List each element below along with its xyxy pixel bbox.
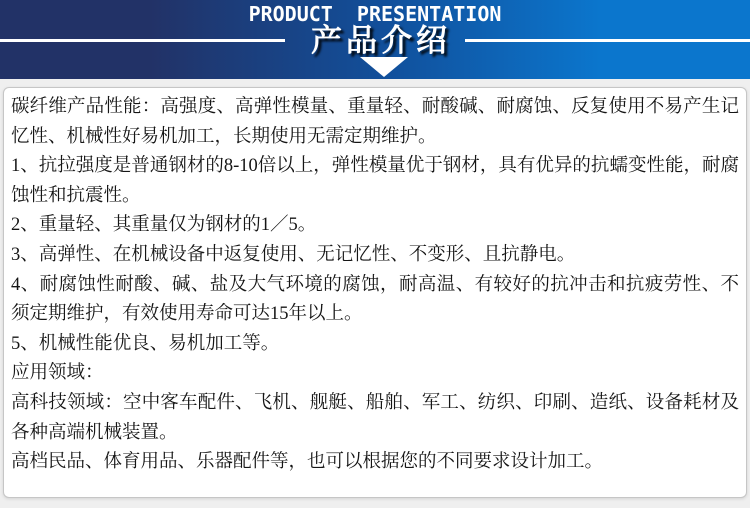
down-arrow-icon	[360, 57, 408, 77]
paragraph: 碳纤维产品性能：高强度、高弹性模量、重量轻、耐酸碱、耐腐蚀、反复使用不易产生记忆性、机械性好易机加工，长期使用无需定期维护。	[11, 97, 739, 147]
header-banner	[0, 0, 750, 79]
header-title-chinese: 产品介绍	[311, 23, 451, 58]
paragraph: 高科技领域：空中客车配件、飞机、舰艇、船舶、军工、纺织、印刷、造纸、设备耗材及各种高端机械装置。	[11, 392, 739, 443]
paragraph: 应用领域：	[11, 363, 104, 384]
divider-line-right	[465, 39, 750, 42]
paragraph-list	[11, 93, 739, 478]
paragraph: 1、抗拉强度是普通钢材的8-10倍以上，弹性模量优于钢材，具有优异的抗蠕变性能，耐腐蚀性和抗震性。	[11, 156, 739, 206]
header-title-row	[0, 24, 750, 57]
paragraph: 2、重量轻、其重量仅为钢材的1／5。	[11, 215, 317, 236]
paragraph: 3、高弹性、在机械设备中返复使用、无记忆性、不变形、且抗静电。	[11, 244, 576, 265]
divider-line-left	[0, 39, 285, 42]
paragraph: 5、机械性能优良、易机加工等。	[11, 333, 280, 354]
header-title-english: PRODUCT PRESENTATION	[248, 2, 502, 26]
paragraph: 4、耐腐蚀性耐酸、碱、盐及大气环境的腐蚀，耐高温、有较好的抗冲击和抗疲劳性、不须定期维护，有效使用寿命可达15年以上。	[11, 274, 739, 325]
content-panel	[3, 87, 747, 498]
paragraph: 高档民品、体育用品、乐器配件等，也可以根据您的不同要求设计加工。	[11, 452, 604, 473]
